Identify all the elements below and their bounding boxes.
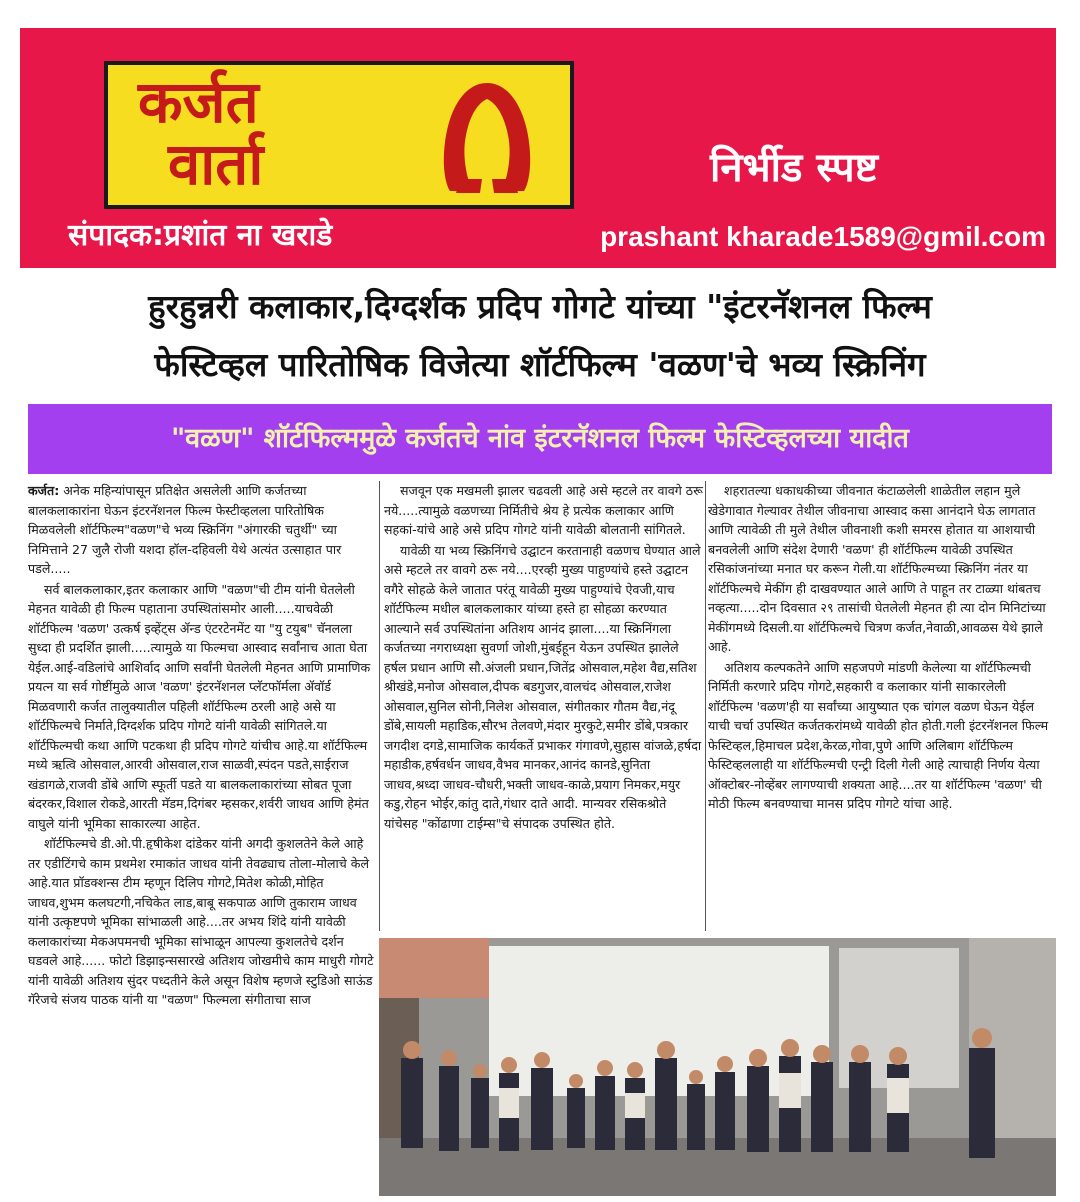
logo-line-2: वार्ता <box>168 130 264 198</box>
article-paragraph: शहरातल्या धकाधकीच्या जीवनात कंटाळलेली शाळेतील लहान मुले खेडेगावात गेल्यावर तेथील जीवनाचा आस्वाद कसा आनंदाने घेऊ लागतात आणि त्यावेळी ती मुले तेथील जीवनाशी कशी समरस होतात या आशयाची बनवलेली आणि संदेश देणारी 'वळण' ही शॉर्टफिल्म यावेळी उपस्थित रसिकांजनांच्या मनात घर करून गेली.या शॉर्टफिल्मच्या स्क्रिनिंग नंतर या शॉर्टफिल्मचे मेकींग ही दाखवण्यात आले आणि ते पाहून तर टाळ्या थांबतच नव्हत्या.....दोन दिवसात २९ तासांची घेतलेली मेहनत ही त्या दोन मिनिटांच्या मेकींगमध्ये दिसली.या शॉर्टफिल्मचे चित्रण कर्जत,नेवाळी,आवळस येथे झाले आहे. <box>708 483 1046 654</box>
article-paragraph <box>28 481 374 579</box>
tagline: निर्भीड स्पष्ट <box>710 145 879 191</box>
article-paragraph: सजवून एक मखमली झालर चढवली आहे असे म्हटले तर वावगे ठरू नये.....त्यामुळे वळणच्या निर्मितीचे श्रेय हे प्रत्येक कलाकार आणि सहकां-यांचे आहे असे प्रदिप गोगटे यांनी यावेळी बोलतानी सांगितले. <box>384 483 703 537</box>
logo <box>104 61 574 209</box>
folded-hands-icon <box>432 75 542 195</box>
headline <box>20 278 1060 394</box>
article-paragraph: शॉर्टफिल्मचे डी.ओ.पी.हृषीकेश दांडेकर यांनी अगदी कुशलतेने केले आहे तर एडीटिंगचे काम प्रथमेश रमाकांत जाधव यांनी तेवढ्याच तोला-मोलाचे केले आहे.यात प्रॉडक्शन्स टीम म्हणून दिलिप गोगटे,मितेश कोळी,मोहित जाधव,शुभम कलघटगी,नचिकेत लाड,बाबू सकपाळ आणि तुकाराम जाधव यांनी उत्कृष्टपणे भूमिका सांभाळली आहे....तर अभय शिंदे यांनी यावेळी कलाकारांच्या मेकअपमनची भूमिका सांभाळून आपल्या कुशलतेचे दर्शन घडवले आहे...... फोटो डिझाइन्ससारखे अतिशय जोखमीचे काम माधुरी गोगटे यांनी यावेळी अतिशय सुंदर पध्दतीने केले असून विशेष म्हणजे स्टुडिओ साऊंड गॅरेजचे संजय पाठक यांनी या "वळण" फिल्मला संगीताचा साज <box>28 836 374 1007</box>
article-column-3 <box>708 481 1054 815</box>
column-divider <box>705 481 706 931</box>
article-paragraph: अतिशय कल्पकतेने आणि सहजपणे मांडणी केलेल्या या शॉर्टफिल्मची निर्मिती करणारे प्रदिप गोगटे,सहकारी व कलाकार यांनी साकारलेली शॉर्टफिल्म 'वळण'ही या सर्वांच्या आयुष्यात एक चांगल वळण घेऊन येईल याची चर्चा उपस्थित कर्जतकरांमध्ये यावेळी होत होती.गली इंटरनॅशनल फिल्म फेस्टिव्हल,हिमाचल प्रदेश,केरळ,गोवा,पुणे आणि अलिबाग शॉर्टफिल्म फेस्टिव्हललाही या शॉर्टफिल्मची एन्ट्री दिली गेली आहे त्याचाही निर्णय येत्या ऑक्टोबर-नोव्हेंबर लागण्याची शक्यता आहे....तर या शॉर्टफिल्म 'वळण' ची मोठी फिल्म बनवण्याचा मानस प्रदिप गोगटे यांचा आहे. <box>708 659 1049 811</box>
dateline: कर्जत: <box>28 483 60 498</box>
event-photo <box>379 938 1056 1196</box>
headline-line-2: फेस्टिव्हल पारितोषिक विजेत्या शॉर्टफिल्म 'वळण'चे भव्य स्क्रिनिंग <box>154 345 926 384</box>
article-column-2 <box>384 481 704 834</box>
article-paragraph: सर्व बालकलाकार,इतर कलाकार आणि "वळण"ची टीम यांनी घेतलेली मेहनत यावेळी ही फिल्म पहाताना उपस्थितांसमोर आली.....याचवेळी शॉर्टफिल्म 'वळण' उत्कर्ष इव्हेंट्स ॲन्ड एंटरटेनमेंट या "यु टयुब" चॅनलला सुध्दा ही प्रदर्शित झाली.....त्यामुळे या फिल्मचा आस्वाद सर्वांनाच आता घेता येईल.आई-वडिलांचे आशिर्वाद आणि सर्वांनी घेतलेली मेहनत आणि प्रामाणिक प्रयत्न या सर्व गोष्टींमुळे आज 'वळण' इंटरनॅशनल प्लॅटफॉर्मला ॲवॉर्ड मिळवणारी कर्जत तालुक्यातील पहिली शॉर्टफिल्म ठरली आहे असे या शॉर्टफिल्मचे निर्माते,दिग्दर्शक प्रदिप गोगटे यांनी यावेळी सांगितले.या शॉर्टफिल्मची कथा आणि पटकथा ही प्रदिप गोगटे यांचीच आहे.या शॉर्टफिल्म मध्ये ऋत्वि ओसवाल,आरवी ओसवाल,राज साळवी,स्पंदन पडते,साईराज खंडागळे,राजवी डोंबे आणि स्फूर्ती पडते या बालकलाकारांच्या सोबत पूजा बंदरकर,विशाल रोकडे,आरती मॅडम,दिगंबर म्हसकर,शर्वरी जाधव आणि हेमंत वाघुले यांनी भूमिका साकारल्या आहेत. <box>28 581 371 831</box>
editor-email: prashant kharade1589@gmil.com <box>600 221 1046 252</box>
article-paragraph: यावेळी या भव्य स्क्रिनिंगचे उद्घाटन करतानाही वळणच घेण्यात आले असे म्हटले तर वावगे ठरू नये....एरव्ही मुख्य पाहुण्यांचे हस्ते उद्घाटन वगैरे सोहळे केले जातात परंतू यावेळी मुख्य पाहुण्यांचे ऐवजी,याच शॉर्टफिल्म मधील बालकलाकार यांच्या हस्ते हा सोहळा करण्यात आल्याने सर्व उपस्थितांना अतिशय आनंद झाला....या स्क्रिनिंगला कर्जतच्या नगराध्यक्षा सुवर्णा जोशी,मुंबईहून येऊन उपस्थित झालेले हर्षल प्रधान आणि सौ.अंजली प्रधान,जितेंद्र ओसवाल,महेश वैद्य,सतिश श्रीखंडे,मनोज ओसवाल,दीपक बडगुजर,वालचंद ओसवाल,राजेश ओसवाल,सुनिल सोनी,निलेश ओसवाल, संगीतकार गौतम वैद्य,नंदू डोंबे,सायली महाडिक,सौरभ तेलवणे,मंदार मुरकुटे,समीर डोंबे,पत्रकार जगदीश दगडे,सामाजिक कार्यकर्ते प्रभाकर गंगावणे,सुहास वांजळे,हर्षदा महाडीक,हर्षवर्धन जाधव,वैभव मानकर,आनंद कानडे,सुनिता जाधव,श्रध्दा जाधव-चौधरी,भक्ती जाधव-काळे,प्रयाग निमकर,मयुर कडु,रोहन भोईर,कांतु दाते,गंधार दाते आदी. मान्यवर रसिकश्रोते यांचेसह "कोंढाणा टाईम्स"चे संपादक उपस्थित होते. <box>384 542 702 831</box>
logo-line-1: कर्जत <box>138 68 259 136</box>
event-photo-illustration <box>379 938 1056 1196</box>
article-column-1 <box>28 481 374 1011</box>
headline-line-1: हुरहुन्नरी कलाकार,दिग्दर्शक प्रदिप गोगटे यांच्या "इंटरनॅशनल फिल्म <box>148 287 932 326</box>
editor-credit: संपादक:प्रशांत ना खराडे <box>68 218 333 253</box>
paragraph-text: अनेक महिन्यांपासून प्रतिक्षेत असलेली आणि कर्जतच्या बालकलाकारांना घेऊन इंटरनॅशनल फिल्म फेस्टीव्हलला पारितोषिक मिळवलेली शॉर्टफिल्म"वळण"चे भव्य स्क्रिनिंग "अंगारकी चतुर्थी" च्या निमित्ताने 27 जुलै रोजी यशदा हॉल-दहिवली येथे अत्यंत उत्साहात पार पडले..... <box>28 483 342 576</box>
subhead-text: "वळण" शॉर्टफिल्ममुळे कर्जतचे नांव इंटरनॅशनल फिल्म फेस्टिव्हलच्या यादीत <box>171 423 909 454</box>
subhead-banner <box>28 404 1052 474</box>
logo-title <box>138 68 408 198</box>
column-divider <box>379 481 380 931</box>
masthead <box>20 28 1056 268</box>
